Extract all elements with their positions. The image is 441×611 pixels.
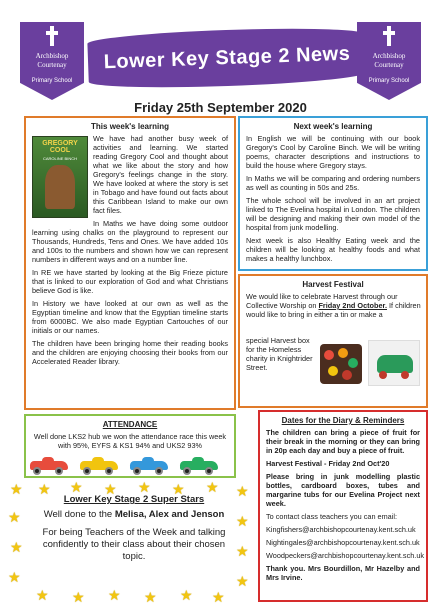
- star-icon: ★: [206, 479, 219, 495]
- star-icon: ★: [180, 587, 193, 603]
- junk-model-photo: [368, 340, 420, 386]
- super-stars-names: Melisa, Alex and Jenson: [114, 509, 225, 520]
- race-car-icon: [180, 456, 218, 474]
- next-paragraph: Next week is also Healthy Eating week and the children will be looking at healthy foods and what makes a healthy lunchbox.: [246, 236, 420, 263]
- star-icon: ★: [236, 483, 249, 499]
- email-nightingales[interactable]: Nightingales@archbishopcourtenay.kent.sch.uk: [266, 538, 420, 547]
- star-icon: ★: [38, 481, 51, 497]
- next-paragraph: In English we will be continuing with our book Gregory's Cool by Caroline Binch. We will be writing poems, character descriptions and instructions to build the house where Gregory stays.: [246, 134, 420, 170]
- crest-school-type: Primary School: [368, 78, 410, 84]
- star-icon: ★: [144, 589, 157, 605]
- panel-heading: Harvest Festival: [302, 280, 364, 289]
- cross-icon: [46, 26, 58, 46]
- race-cars: [30, 456, 230, 476]
- cross-icon: [383, 26, 395, 46]
- star-icon: ★: [108, 587, 121, 603]
- newsletter-date: Friday 25th September 2020: [134, 100, 307, 115]
- crest-school-type: Primary School: [31, 78, 73, 84]
- book-author: CAROLINE BINCH: [42, 156, 77, 161]
- star-icon: ★: [138, 479, 151, 495]
- book-figure-illustration: [45, 165, 75, 209]
- attendance-text: Well done LKS2 hub we won the attendance race this week with 95%, EYFS & KS1 94% and UKS2 93%: [33, 432, 227, 450]
- diary-paragraph: Harvest Festival - Friday 2nd Oct'20: [266, 459, 390, 468]
- super-stars-content: [34, 494, 234, 563]
- crest-school-name: Archbishop Courtenay: [372, 52, 406, 69]
- diary-paragraph: Please bring in junk modelling plastic bottles, cardboard boxes, tubes and margarine tubs for our Evelina Project next week.: [266, 472, 420, 508]
- panel-heading: Next week's learning: [293, 122, 373, 131]
- harvest-date: Friday 2nd October.: [318, 301, 387, 310]
- star-icon: ★: [236, 543, 249, 559]
- star-icon: ★: [212, 589, 225, 605]
- next-paragraph: In Maths we will be comparing and ordering numbers as well as counting in 50s and 25s.: [246, 174, 420, 192]
- email-kingfishers[interactable]: Kingfishers@archbishopcourtenay.kent.sch.uk: [266, 525, 416, 534]
- star-icon: ★: [8, 569, 21, 585]
- super-stars-reason: For being Teachers of the Week and talking confidently to their class about their chosen topic.: [42, 527, 226, 562]
- super-stars-panel: [8, 479, 252, 605]
- harvest-text: We would like to celebrate Harvest through our Collective Worship on Friday 2nd October. If children would like to bring in either a tin or make a: [246, 292, 421, 319]
- diary-signoff: Thank you. Mrs Bourdillon, Mr Hazelby and Mrs Irvine.: [266, 564, 420, 582]
- harvest-festival-panel: [238, 274, 428, 408]
- harvest-body: [246, 292, 420, 402]
- star-icon: ★: [36, 587, 49, 603]
- star-icon: ★: [236, 513, 249, 529]
- diary-paragraph: To contact class teachers you can email:: [266, 512, 398, 521]
- race-car-icon: [80, 456, 118, 474]
- book-title: GREGORY COOL: [42, 140, 78, 154]
- super-stars-heading: Lower Key Stage 2 Super Stars: [63, 494, 205, 505]
- star-icon: ★: [8, 509, 21, 525]
- school-crest-right: [357, 22, 421, 100]
- learning-paragraph: In Maths we have doing some outdoor learning using chalks on the playground to represent our Thousands, Hundreds, Tens and Ones. We have added 10s and 100s to the numbers and shown how we can represent numbers in different ways and on a number line.: [32, 219, 228, 264]
- star-icon: ★: [72, 589, 85, 605]
- race-car-icon: [30, 456, 68, 474]
- learning-paragraph: The children have been bringing home their reading books and the children are enjoying choosing their books from our Accelerated Reader library.: [32, 339, 228, 366]
- book-cover-image: [32, 136, 88, 218]
- panel-heading: Dates for the Diary & Reminders: [281, 416, 405, 425]
- super-stars-line: Well done to the Melisa, Alex and Jenson: [43, 509, 225, 520]
- crest-school-name: Archbishop Courtenay: [35, 52, 69, 69]
- this-weeks-learning-panel: [24, 116, 236, 410]
- star-icon: ★: [10, 539, 23, 555]
- panel-heading: ATTENDANCE: [102, 420, 158, 429]
- star-icon: ★: [70, 479, 83, 495]
- learning-paragraph: GREGORY COOL CAROLINE BINCH We have had another busy week of activities and learning. We started reading Gregory Cool and thought about what we like about the story and how Gregory's feelings change in the story. We have looked at where the story is set in Tobago and have found out facts about this Caribbean Island to make our own fact files.: [32, 134, 228, 215]
- star-icon: ★: [236, 573, 249, 589]
- learning-paragraph: In RE we have started by looking at the Big Frieze picture that is linked to our exploration of God and what Christians believe God is like.: [32, 268, 228, 295]
- harvest-text-2: special Harvest box for the Homeless charity in Knightrider Street.: [246, 336, 313, 372]
- newsletter-title: Lower Key Stage 2 News: [87, 25, 367, 91]
- race-car-icon: [130, 456, 168, 474]
- next-paragraph: The whole school will be involved in an art project linked to The Evelina hospital in London. The children will be designing and making their own model of the hospital from junk modelling.: [246, 196, 420, 232]
- star-icon: ★: [10, 481, 23, 497]
- star-icon: ★: [172, 481, 185, 497]
- diary-paragraph: The children can bring a piece of fruit for their break in the morning or they can bring in 20p each day and buy a piece of fruit.: [266, 428, 420, 455]
- email-woodpeckers[interactable]: Woodpeckers@archbishopcourtenay.kent.sch.uk: [266, 551, 425, 560]
- dates-for-diary-panel: [258, 410, 428, 602]
- learning-paragraph: In History we have looked at our own as well as the Egyptian timeline and know that the Egyptian timeline starts from 6000BC. We also made Egyptian Cartouches of our initials or our names.: [32, 299, 228, 335]
- next-weeks-learning-panel: [238, 116, 428, 271]
- panel-heading: This week's learning: [91, 122, 169, 131]
- harvest-box-photo: [320, 344, 362, 384]
- star-icon: ★: [104, 481, 117, 497]
- school-crest-left: [20, 22, 84, 100]
